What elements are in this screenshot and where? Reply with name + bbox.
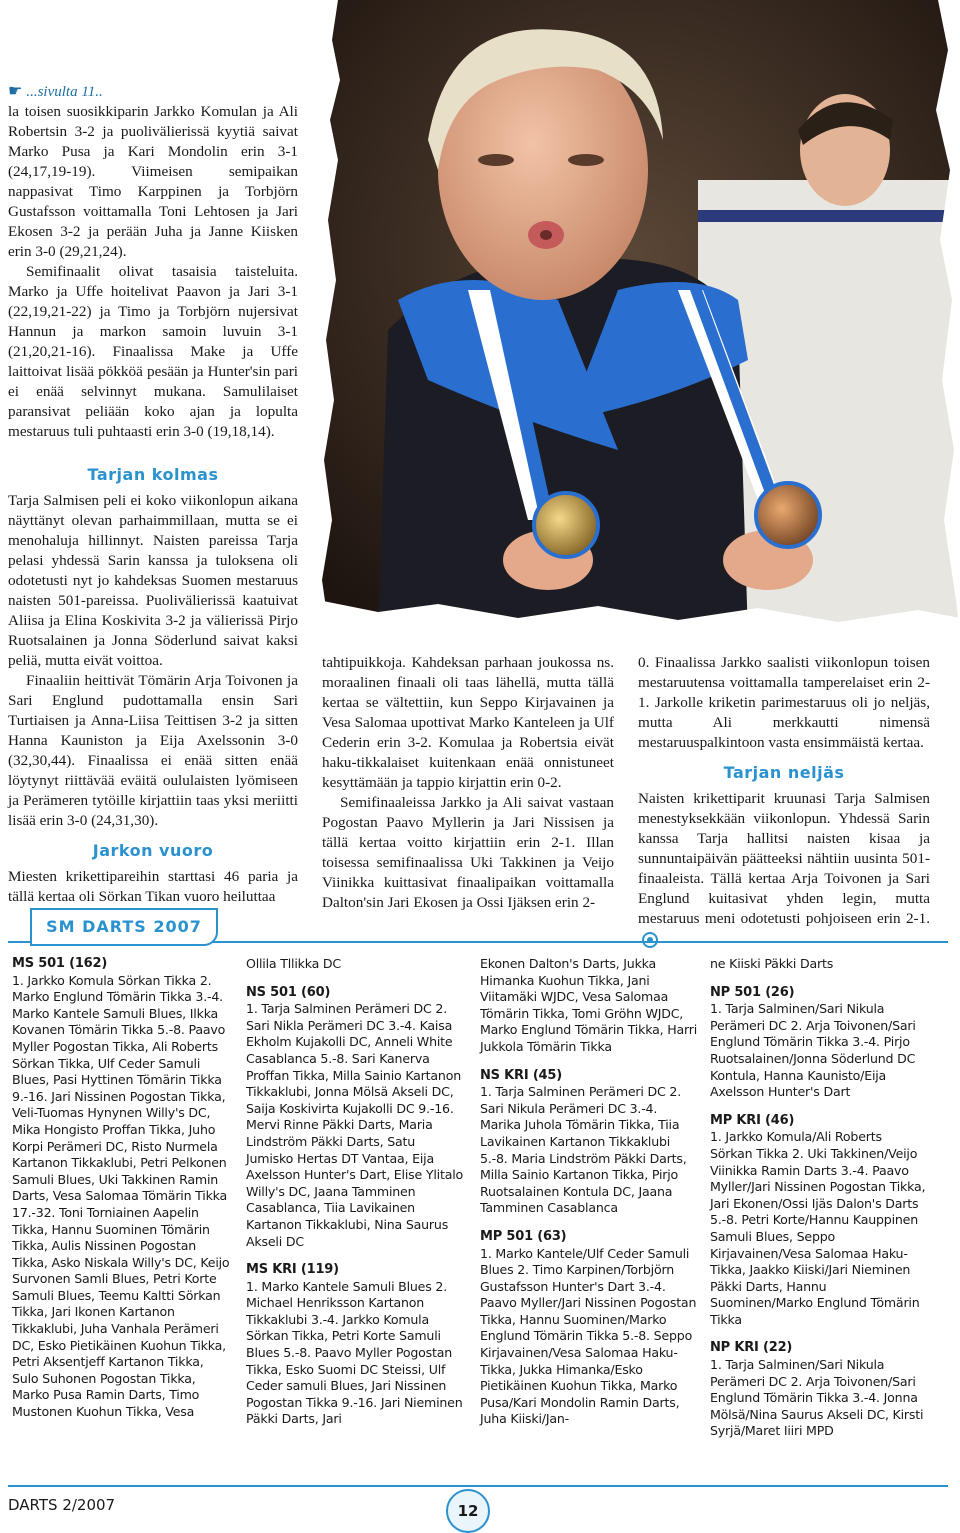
results-category-heading: MP 501 (63) [480,1228,567,1244]
section-heading-jarkon-vuoro: Jarkon vuoro [92,841,214,860]
left-lower-column [8,455,298,907]
results-category-heading: NS KRI (45) [480,1067,562,1083]
article-photo [318,0,960,636]
end-of-article-icon [642,932,658,948]
results-category-heading: NS 501 (60) [246,984,331,1000]
body-paragraph [638,789,930,949]
body-paragraph-text: Naisten krikettiparit kruunasi Tarja Salmisen menestyksekkään viikonlopun. Yhdessä Sarin kanssa Tarja hallitsi naisten kisaa ja sunnuntaipäivän päätteeksi nähtiin uusinta 501-finaaleista. Tällä kertaa Arja Toivonen ja Sari Englund kuitasivat yhden legin, mutta mestaruus meni odotetusti pohjoiseen erin 2-1. [638,790,930,927]
section-heading-tarjan-kolmas: Tarjan kolmas [87,465,219,484]
footer-divider [8,1485,948,1487]
results-column-2 [246,956,464,1428]
results-category-heading: MP KRI (46) [710,1112,795,1128]
results-column-4 [710,956,928,1440]
body-paragraph: Tarja Salmisen peli ei koko viikonlopun aikana näyttänyt olevan parhaimmillaan, mutta se ei menohaluja hillinnyt. Naisten pareissa Tarja pelasi yhdessä Sarin kanssa ja tuloksena oli odotetusti nyt jo kahdeksas Suomen mestaruus naisten 501-pareissa. Puolivälierissä kaatuivat Aliisa ja Elina Koskivita 3-2 ja välierissä Pirjo Ruotsalainen ja Jonna Söderlund saivat kaksi peliä, mutta eivät voittoa. [8,492,298,669]
results-heading: SM DARTS 2007 [46,917,202,936]
results-list: ne Kiiski Päkki Darts [710,956,834,971]
results-category-heading: MS KRI (119) [246,1262,339,1278]
section-heading-tarjan-neljas: Tarjan neljäs [723,763,845,782]
results-list: 1. Tarja Salminen Perämeri DC 2. Sari Nikla Perämeri DC 3.-4. Kaisa Ekholm Kujakolli DC, Anneli White Casablanca 5.-8. Sari Kanerva Proffan Tikka, Milla Sainio Kartanon Tikkaklubi, Jonna Mölsä Akseli DC, Saija Koskivirta Kujakolli DC 9.-16. Mervi Rinne Päkki Darts, Maria Lindström Päkki Darts, Satu Jumisko Hertas DT Vantaa, Eija Axelsson Hunter's Dart, Elise Ylitalo Willy's DC, Jaana Tamminen Casablanca, Tiia Lavikainen Kartanon Tikkaklubi, Nina Saurus Akseli DC [246,1001,464,1249]
magazine-issue: DARTS 2/2007 [8,1496,116,1514]
results-column-3 [480,956,698,1428]
results-list: 1. Jarkko Komula/Ali Roberts Sörkan Tikka 2. Uki Takkinen/Veijo Viinikka Ramin Darts 3.-4. Paavo Myller/Jari Nissinen Pogostan Tikka, Jari Ekonen/Ossi Ijäs Dalon's Darts 5.-8. Petri Korte/Hannu Kauppinen Samuli Blues, Seppo Kirjavainen/Vesa Salomaa Haku-Tikka, Jaakko Kiiski/Jari Nieminen Päkki Darts, Hannu Suominen/Marko Englund Tömärin Tikka [710,1129,926,1327]
body-paragraph: Finaaliin heittivät Tömärin Arja Toivonen ja Sari Englund pudottamalla ensin Sari Turtiaisen ja Anna-Liisa Teittisen 3-2 ja sitten Hanna Kauniston ja Eija Axelssonin 3-0 (32,30,44). Finaalissa ei enää sitten enää löytynyt riittävää eväitä oululaisten lyömiseen ja Perämeren tytöille kirjattiin taas yksi meriitti lisää erin 3-0 (24,31,30). [8,672,298,829]
continued-from-line [8,82,298,102]
results-list: 1. Jarkko Komula Sörkan Tikka 2. Marko Englund Tömärin Tikka 3.-4. Marko Kantele Samuli Blues, Ilkka Kovanen Tömärin Tikka 5.-8. Paavo Myller Pogostan Tikka, Ali Roberts Sörkan Tikka, Ulf Ceder Samuli Blues, Pasi Hyttinen Tömärin Tikka 9.-16. Jari Nissinen Pogostan Tikka, Veli-Tuomas Hynynen Willy's DC, Mika Hongisto Proffan Tikka, Juho Korpi Perämeri DC, Risto Nurmela Kartanon Tikkaklubi, Petri Pelkonen Samuli Blues, Uki Takkinen Ramin Darts, Vesa Salomaa Tömärin Tikka 17.-32. Toni Torniainen Aapelin Tikka, Hannu Suominen Tömärin Tikka, Aulis Nissinen Pogostan Tikka, Asko Niskala Willy's DC, Keijo Survonen Samli Blues, Petri Korte Samuli Blues, Teemu Kaltti Sörkan Tikka, Jari Ikonen Kartanon Tikkaklubi, Juha Vanhala Perämeri DC, Esko Pietikäinen Kuohun Tikka, Petri Aksentjeff Kartanon Tikka, Sulo Suhonen Pogostan Tikka, Marko Pusa Ramin Darts, Timo Mustonen Kuohun Tikka, Vesa [12,972,230,1420]
intro-paragraph: Semifinaalit olivat tasaisia taisteluita. Marko ja Uffe hoitelivat Paavon ja Jari 3-1 (22,19,21-22) ja Timo ja Torbjörn nujersivat Hannun ja markon samoin luvuin 3-1 (21,20,21-16). Finaalissa Make ja Uffe laittoivat lisää pökköä pesään ja Hunter'sin pari ei enää selvinnyt mukana. Samulilaiset paransivat peliään koko ajan ja lopulta mestaruus tuli puhtaasti erin 3-0 (19,18,14). [8,263,298,440]
body-paragraph: 0. Finaalissa Jarkko saalisti viikonlopun toisen mestaruutensa voittamalla tamperelaiset erin 2-1. Jarkolle kriketin parimestaruus oli jo neljäs, mutta Ali merkkautti nimensä mestaruuspalkintoon vasta ensimmäistä kertaa. [638,654,930,751]
results-column-1 [12,956,230,1421]
page-number: 12 [446,1489,490,1533]
body-paragraph: Semifinaaleissa Jarkko ja Ali saivat vastaan Pogostan Paavo Myllerin ja Jari Nissisen ja tällä kertaa voitto kirjattiin erin 2-1. Illan toisessa semifinaalissa Uki Takkinen ja Veijo Viinikka kuittasivat finaalipaikan voittamalla Dalton'sin Jari Ekosen ja Ossi Ijäksen erin 2- [322,794,614,911]
body-paragraph: Miesten krikettipareihin starttasi 46 paria ja tällä kertaa oli Sörkan Tikan vuoro heiluttaa [8,868,298,905]
intro-paragraph: la toisen suosikkiparin Jarkko Komulan ja Ali Robertsin 3-2 ja puolivälierissä kyytiä saivat Marko Pusa ja Kari Mondolin erin 3-1 (24,17,19-19). Viimeisen semipaikan nappasivat Timo Karppinen ja Torbjörn Gustafsson voittamalla Toni Lehtosen ja Jari Ekosen 3-2 ja perään Juha ja Janne Kiisken erin 3-0 (29,21,24). [8,103,298,260]
results-category-heading: NP KRI (22) [710,1340,793,1356]
results-list: 1. Tarja Salminen/Sari Nikula Perämeri DC 2. Arja Toivonen/Sari Englund Tömärin Tikka 3.-4. Pirjo Ruotsalainen/Jonna Söderlund DC Kontula, Hanna Kaunisto/Eija Axelsson Hunter's Dart [710,1001,916,1100]
body-paragraph: tahtipuikkoja. Kahdeksan parhaan joukossa ns. moraalinen finaali oli taas lähellä, mutta tällä kertaa se vältettiin, kun Seppo Kirjavainen ja Vesa Salomaa upottivat Marko Kanteleen ja Ulf Cederin erin 3-2. Komulaa ja Robertsia eivät haku-tikkalaiset kuitenkaan enää onnistuneet kesyttämään ja tappio kirjattin erin 0-2. [322,654,614,791]
intro-column [8,82,298,442]
results-list: 1. Marko Kantele Samuli Blues 2. Michael Henriksson Kartanon Tikkaklubi 3.-4. Jarkko Komula Sörkan Tikka, Petri Korte Samuli Blues 5.-8. Paavo Myller Pogostan Tikka, Esko Suomi DC Steissi, Ulf Ceder samuli Blues, Jari Nissinen Pogostan Tikka 9.-16. Jari Nieminen Päkki Darts, Jari [246,1278,463,1427]
results-list: 1. Marko Kantele/Ulf Ceder Samuli Blues 2. Timo Karpinen/Torbjörn Gustafsson Hunter's Dart 3.-4. Paavo Myller/Jari Nissinen Pogostan Tikka, Hannu Suominen/Marko Englund Tömärin Tikka 5.-8. Seppo Kirjavainen/Vesa Salomaa Haku-Tikka, Jukka Himanka/Esko Pietikäinen Kuohun Tikka, Marko Pusa/Kari Mondolin Ramin Darts, Juha Kiiski/Jan- [480,1245,697,1427]
results-header-box [30,908,218,946]
pointing-hand-icon: ☛ [8,83,23,100]
right-column [638,653,930,949]
results-list: 1. Tarja Salminen Perämeri DC 2. Sari Nikula Perämeri DC 3.-4. Marika Juhola Tömärin Tikka, Tiia Lavikainen Kartanon Tikkaklubi 5.-8. Maria Lindström Päkki Darts, Milla Sainio Kartanon Tikka, Pirjo Ruotsalainen Kontula DC, Jaana Tamminen Casablanca [480,1084,687,1216]
medal-winner-photo [318,0,960,636]
results-category-heading: MS 501 (162) [12,956,108,971]
results-list: Ekonen Dalton's Darts, Jukka Himanka Kuohun Tikka, Jani Viitamäki WJDC, Vesa Salomaa Tömärin Tikka, Tomi Gröhn WJDC, Marko Englund Tömärin Tikka, Harri Jukkola Tömärin Tikka [480,956,698,1054]
continued-from-text: ...sivulta 11.. [26,84,103,100]
middle-column [322,653,614,913]
results-list: Ollila Tllikka DC [246,956,341,971]
results-category-heading: NP 501 (26) [710,984,795,1000]
results-list: 1. Tarja Salminen/Sari Nikula Perämeri DC 2. Arja Toivonen/Sari Englund Tömärin Tikka 3.-4. Jonna Mölsä/Nina Saurus Akseli DC, Kirsti Syrjä/Maret Iiiri MPD [710,1357,924,1439]
